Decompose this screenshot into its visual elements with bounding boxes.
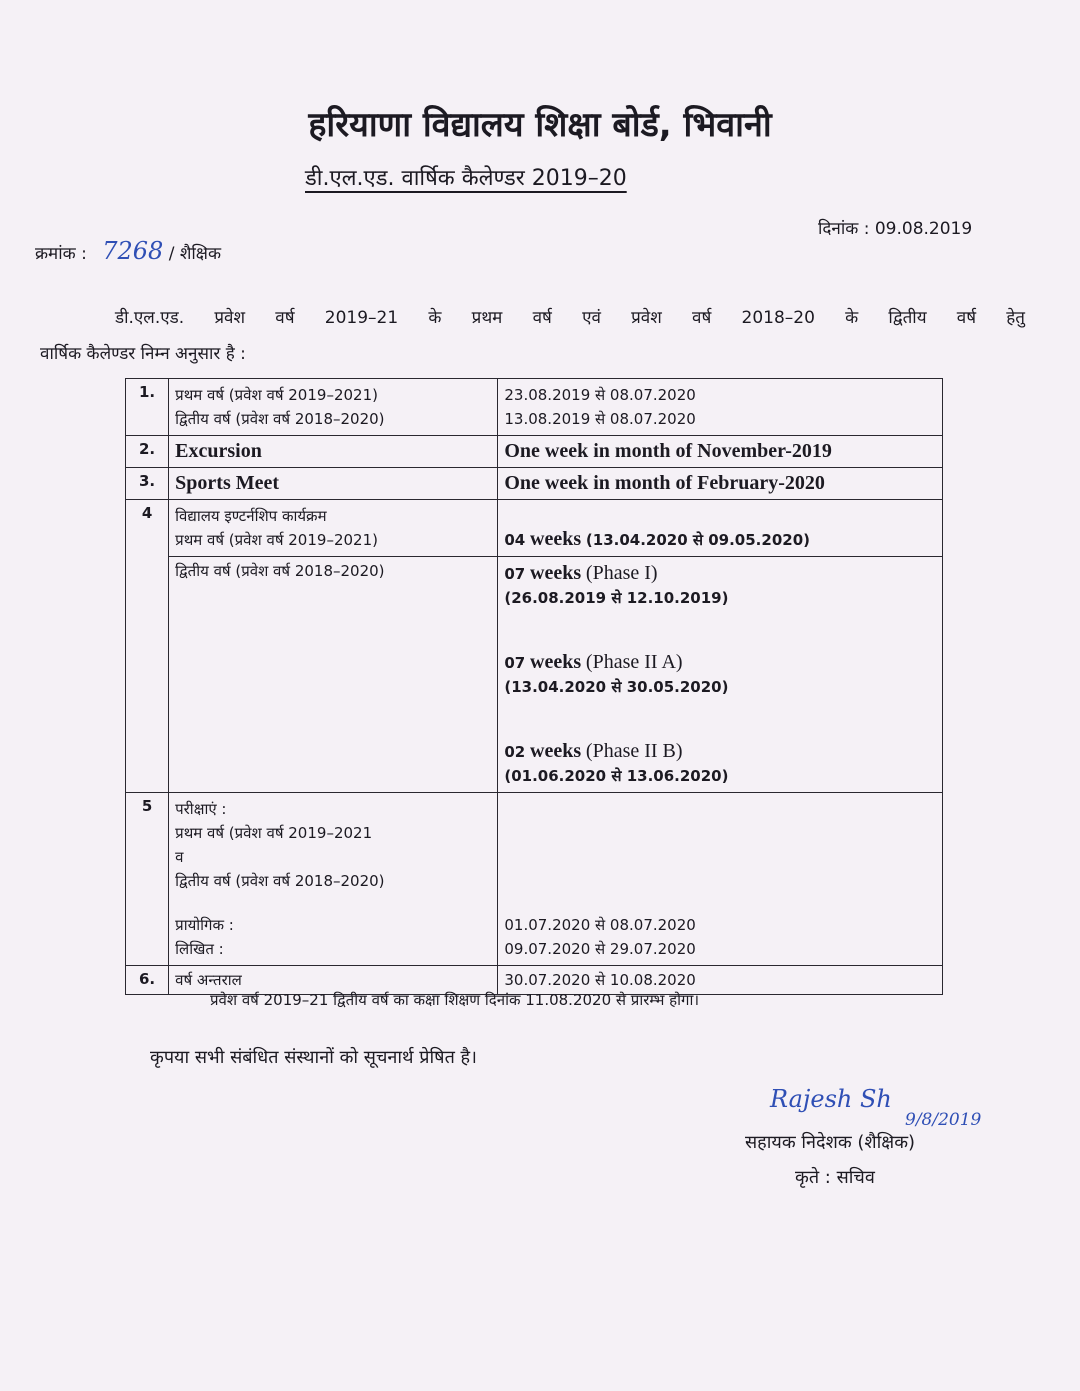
schedule-line: 01.07.2020 से 08.07.2020 (504, 916, 696, 934)
activity-line: परीक्षाएं : (175, 800, 227, 818)
weeks-word: weeks (530, 740, 582, 762)
serial-cell: 2. (126, 436, 169, 468)
date-range: (13.04.2020 से 09.05.2020) (585, 531, 810, 549)
table-row (126, 793, 943, 966)
serial-cell: 3. (126, 468, 169, 500)
signature-date: 9/8/2019 (905, 1110, 982, 1130)
date-range: (26.08.2019 से 12.10.2019) (504, 589, 729, 607)
schedule-cell (498, 557, 943, 793)
table-row (126, 557, 943, 793)
phase-line (504, 650, 936, 675)
phase-line (504, 739, 936, 764)
activity-cell: Sports Meet (169, 468, 498, 500)
schedule-cell (498, 793, 943, 966)
schedule-line (504, 527, 936, 552)
table-row (126, 436, 943, 468)
spacer (504, 610, 936, 650)
handwritten-signature: Rajesh Sh (770, 1085, 892, 1113)
table-row (126, 500, 943, 557)
serial-cell: 6. (126, 966, 169, 995)
activity-line: विद्यालय इण्टर्नशिप कार्यक्रम (175, 507, 327, 525)
activity-line: लिखित : (175, 940, 224, 958)
intro-paragraph (40, 300, 1025, 372)
weeks-count: 07 (504, 654, 526, 672)
activity-cell: वर्ष अन्तराल (169, 966, 498, 995)
activity-cell (169, 379, 498, 436)
spacer (504, 699, 936, 739)
schedule-line: 13.08.2019 से 08.07.2020 (504, 410, 696, 428)
activity-cell (169, 500, 498, 557)
weeks-word: weeks (530, 528, 582, 550)
phase-label: (Phase II A) (585, 651, 683, 673)
activity-cell (169, 793, 498, 966)
activity-line: व (175, 848, 184, 866)
activity-line: द्वितीय वर्ष (प्रवेश वर्ष 2018–2020) (175, 872, 385, 890)
activity-line: प्रायोगिक : (175, 916, 234, 934)
activity-line: प्रथम वर्ष (प्रवेश वर्ष 2019–2021) (175, 531, 378, 549)
activity-cell: Excursion (169, 436, 498, 468)
schedule-cell: 30.07.2020 से 10.08.2020 (498, 966, 943, 995)
phase-label: (Phase II B) (585, 740, 683, 762)
table-row (126, 468, 943, 500)
ref-label: क्रमांक : (35, 244, 87, 264)
schedule-cell: One week in month of February-2020 (498, 468, 943, 500)
calendar-table (125, 378, 943, 995)
table-row (126, 379, 943, 436)
serial-cell: 4 (126, 500, 169, 793)
intro-line-2: वार्षिक कैलेण्डर निम्न अनुसार है : (40, 344, 246, 364)
reference-number (35, 237, 221, 265)
activity-line: प्रथम वर्ष (प्रवेश वर्ष 2019–2021 (175, 824, 373, 842)
serial-cell: 5 (126, 793, 169, 966)
ref-handwritten-number: 7268 (102, 237, 164, 265)
activity-line: द्वितीय वर्ष (प्रवेश वर्ष 2018–2020) (175, 410, 385, 428)
signatory-designation: सहायक निदेशक (शैक्षिक) (745, 1132, 916, 1153)
weeks-count: 07 (504, 565, 526, 583)
schedule-line: 09.07.2020 से 29.07.2020 (504, 940, 696, 958)
phase-line (504, 561, 936, 586)
forwarding-line: कृपया सभी संबंधित संस्थानों को सूचनार्थ प्रेषित है। (150, 1047, 477, 1068)
calendar-subtitle: डी.एल.एड. वार्षिक कैलेण्डर 2019–20 (305, 166, 627, 191)
schedule-line: 23.08.2019 से 08.07.2020 (504, 386, 696, 404)
date-range: (01.06.2020 से 13.06.2020) (504, 767, 729, 785)
weeks-count: 02 (504, 743, 526, 761)
on-behalf-of: कृते : सचिव (795, 1167, 875, 1188)
activity-line: प्रथम वर्ष (प्रवेश वर्ष 2019–2021) (175, 386, 378, 404)
board-title: हरियाणा विद्यालय शिक्षा बोर्ड, भिवानी (308, 105, 772, 145)
schedule-cell (498, 500, 943, 557)
schedule-cell (498, 379, 943, 436)
issue-date: दिनांक : 09.08.2019 (818, 219, 973, 239)
weeks-count: 04 (504, 531, 526, 549)
commencement-note: प्रवेश वर्ष 2019–21 द्वितीय वर्ष का कक्षा शिक्षण दिनांक 11.08.2020 से प्रारम्भ होगा। (210, 991, 700, 1009)
spacer (175, 893, 491, 913)
weeks-word: weeks (530, 651, 582, 673)
ref-suffix: / शैक्षिक (168, 244, 222, 264)
weeks-word: weeks (530, 562, 582, 584)
serial-cell: 1. (126, 379, 169, 436)
date-range: (13.04.2020 से 30.05.2020) (504, 678, 729, 696)
phase-label: (Phase I) (585, 562, 658, 584)
activity-cell: द्वितीय वर्ष (प्रवेश वर्ष 2018–2020) (169, 557, 498, 793)
intro-line-1: डी.एल.एड. प्रवेश वर्ष 2019–21 के प्रथम वर्ष एवं प्रवेश वर्ष 2018–20 के द्वितीय वर्ष हेतु (115, 308, 1025, 328)
schedule-cell: One week in month of November-2019 (498, 436, 943, 468)
